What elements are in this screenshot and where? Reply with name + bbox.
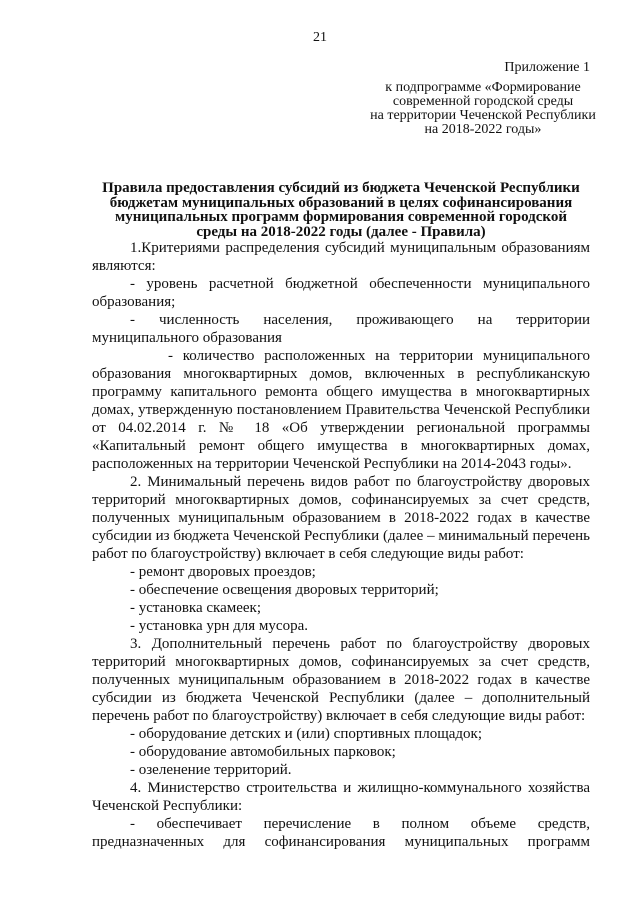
list-item: - озеленение территорий. xyxy=(130,762,292,778)
list-item: - оборудование детских и (или) спортивных площадок; xyxy=(130,726,482,742)
list-item: - установка урн для мусора. xyxy=(130,618,308,634)
list-item-budget-provision: - уровень расчетной бюджетной обеспеченности муниципального образования; xyxy=(92,276,590,310)
list-item-funding-transfer: - обеспечивает перечисление в полном объеме средств, предназначенных для софинансирования муниципальных программ xyxy=(92,816,590,850)
list-item: - установка скамеек; xyxy=(130,600,262,616)
subprogram-reference-line: на территории Чеченской Республики xyxy=(370,108,596,123)
subprogram-reference-line: на 2018-2022 годы» xyxy=(424,122,542,137)
paragraph-ministry: 4. Министерство строительства и жилищно-коммунального хозяйства Чеченской Республики: xyxy=(92,780,590,814)
list-item-population: - численность населения, проживающего на территории муниципального образования xyxy=(92,312,590,346)
subprogram-reference-line: к подпрограмме «Формирование xyxy=(385,80,581,95)
subprogram-reference-line: современной городской среды xyxy=(392,94,574,109)
list-item: - ремонт дворовых проездов; xyxy=(130,564,316,580)
list-item: - обеспечение освещения дворовых территорий; xyxy=(130,582,439,598)
subprogram-reference xyxy=(368,81,598,137)
title-line: среды на 2018-2022 годы (далее - Правила) xyxy=(196,223,486,240)
title-line: Правила предоставления субсидий из бюджета Чеченской Республики xyxy=(102,180,580,196)
list-item-apartment-buildings: - количество расположенных на территории муниципального образования многоквартирных домов, включенных в республиканскую программу капитального ремонта общего имущества в многоквартирных домах, утвержденную постановлением Правительства Чеченской Республики от 04.02.2014 г. № 18 «Об утверждении региональной программы «Капитальный ремонт общего имущества в многоквартирных домах, расположенных на территории Чеченской Республики на 2014-2043 годы». xyxy=(92,348,590,472)
page-number: 21 xyxy=(313,30,327,45)
paragraph-minimal-works: 2. Минимальный перечень видов работ по благоустройству дворовых территорий многоквартирных домов, софинансируемых за счет средств, полученных муниципальным образованием в 2018-2022 годах в качестве субсидии из бюджета Чеченской Республики (далее – минимальный перечень работ по благоустройству) включает в себя следующие виды работ: xyxy=(92,474,590,562)
paragraph-additional-works: 3. Дополнительный перечень работ по благоустройству дворовых территорий многоквартирных домов, софинансируемых за счет средств, полученных муниципальным образованием в 2018-2022 годах в качестве субсидии из бюджета Чеченской Республики (далее – дополнительный перечень работ по благоустройству) включает в себя следующие виды работ: xyxy=(92,636,590,724)
appendix-label: Приложение 1 xyxy=(504,60,590,75)
document-body xyxy=(92,239,590,851)
document-title xyxy=(62,181,620,239)
list-item: - оборудование автомобильных парковок; xyxy=(130,744,396,760)
title-line: муниципальных программ формирования современной городской xyxy=(114,209,568,225)
title-line: бюджетам муниципальных образований в целях софинансирования xyxy=(109,194,573,211)
paragraph-criteria-intro: 1.Критериями распределения субсидий муниципальным образованиям являются: xyxy=(92,240,590,274)
